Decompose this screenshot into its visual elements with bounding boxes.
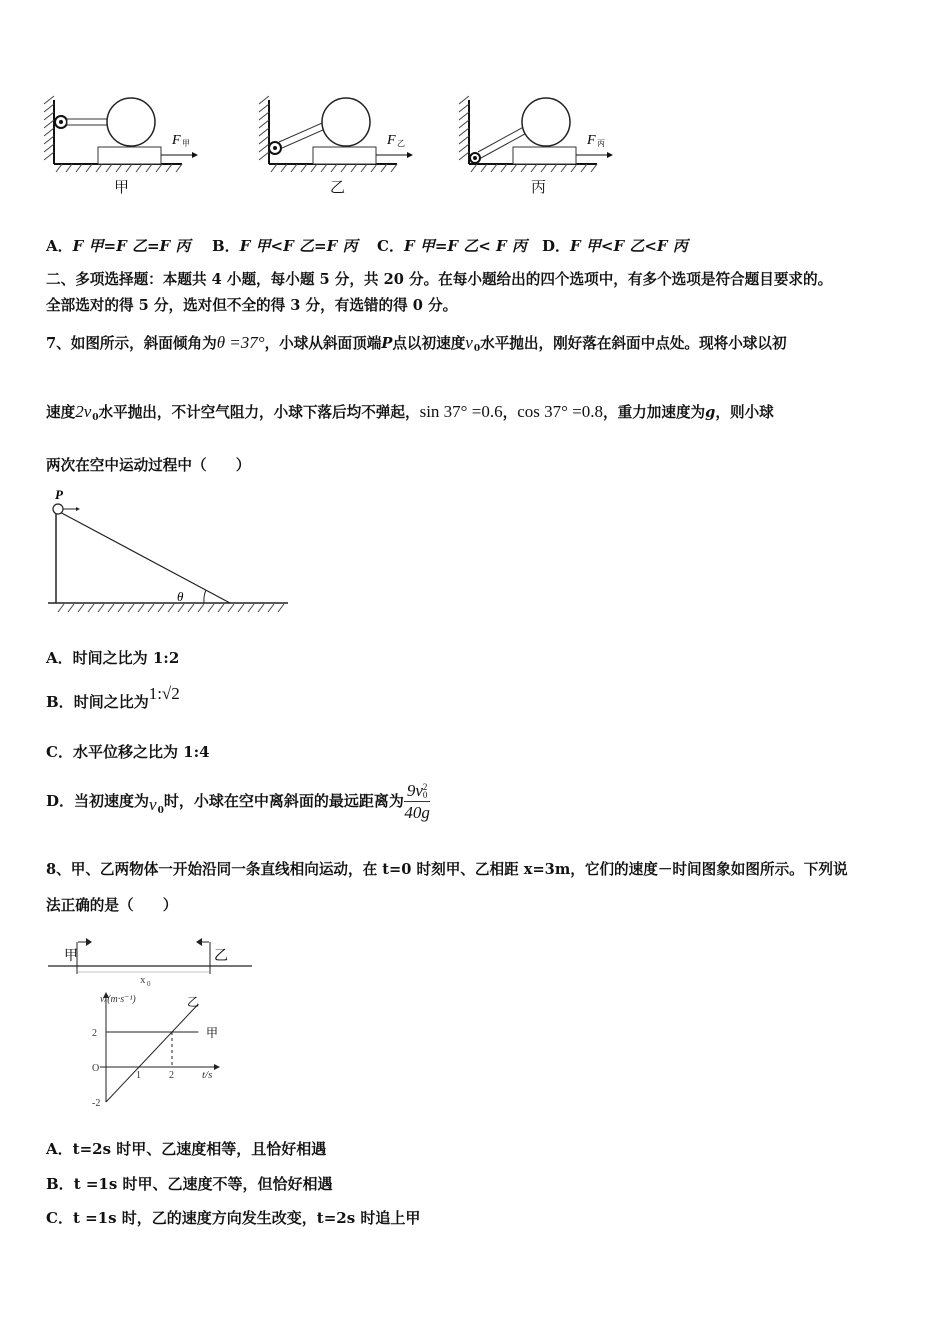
label-yi: 乙 [214, 949, 228, 964]
label-jia: 甲 [64, 949, 78, 964]
option-text: 当初速度为 [74, 792, 150, 810]
q8-option-a[interactable] [46, 1139, 326, 1159]
option-text: 时间之比为 [73, 693, 149, 711]
x-tick-label: 1 [136, 1070, 141, 1081]
option-letter: A． [46, 237, 73, 255]
series-label-jia: 甲 [206, 1026, 219, 1040]
option-text: 水平位移之比为 1:4 [72, 743, 210, 761]
svg-text:F: F [587, 133, 596, 148]
option-text: 时，小球在空中离斜面的最远距离为 [163, 792, 404, 810]
option-letter: D． [542, 237, 571, 255]
option-letter: B． [212, 237, 240, 255]
q6-option-c[interactable] [377, 236, 527, 256]
q8-option-b[interactable] [46, 1174, 333, 1194]
q8-option-c[interactable] [46, 1208, 420, 1228]
series-label-yi: 乙 [187, 995, 200, 1009]
option-math: 1:√2 [148, 684, 180, 703]
option-text: 时间之比为 1:2 [72, 649, 180, 667]
q7-line2: 速度$2v_0$水平抛出，不计空气阻力，小球下落后均不弹起，sin 37° =0.6，cos 37° =0.8，重力加速度为g，则小球 [46, 402, 774, 423]
option-text: F 甲=F 乙=F 丙 [72, 237, 191, 255]
y-tick-label: O [92, 1063, 100, 1074]
option-letter: C． [46, 743, 73, 761]
option-letter: C． [46, 1209, 73, 1227]
y-tick-label: -2 [92, 1098, 101, 1109]
figure-jia [44, 96, 198, 172]
series-line-yi [106, 1004, 198, 1102]
q7-option-c[interactable] [46, 742, 210, 762]
y-tick-label: 2 [92, 1028, 97, 1039]
option-text: F 甲<F 乙<F 丙 [570, 237, 688, 255]
svg-text:0: 0 [147, 980, 151, 988]
option-text: t=2s 时甲、乙速度相等，且恰好相遇 [72, 1140, 327, 1158]
option-text: t =1s 时甲、乙速度不等，但恰好相遇 [73, 1175, 333, 1193]
svg-text:F: F [172, 133, 181, 148]
q6-option-a[interactable] [46, 236, 190, 256]
q7-option-a[interactable] [46, 648, 179, 668]
section2-line2: 全部选对的得 5 分，选对但不全的得 3 分，有选错的得 0 分。 [46, 297, 458, 314]
theta-eq: θ =37° [216, 333, 265, 352]
option-letter: C． [377, 237, 404, 255]
section2-line1: 二、多项选择题：本题共 4 小题，每小题 5 分，共 20 分。在每小题给出的四个选项中，有多个选项是符合题目要求的。 [46, 271, 833, 288]
q7-line3: 两次在空中运动过程中（ ） [46, 457, 251, 474]
svg-text:P: P [55, 488, 63, 502]
option-text: F 甲<F 乙=F 丙 [239, 237, 358, 255]
svg-text:乙: 乙 [397, 139, 405, 148]
option-letter: B． [46, 693, 74, 711]
option-letter: A． [46, 1140, 73, 1158]
q8-figure [44, 930, 264, 1110]
q7-option-b[interactable] [46, 684, 180, 712]
option-letter: D． [46, 792, 75, 810]
q8-line1: 8、甲、乙两物体一开始沿同一条直线相向运动，在 t=0 时刻甲、乙相距 x=3m，它们的速度－时间图象如图所示。下列说 [46, 861, 848, 878]
vt-graph [92, 992, 220, 1109]
y-axis-label: v/(m·s⁻¹) [100, 994, 136, 1005]
x-axis-label: t/s [202, 1069, 213, 1081]
svg-text:θ: θ [177, 589, 184, 604]
figure-bing [459, 96, 613, 172]
figure-label-jia: 甲 [114, 178, 130, 196]
fraction-9v0sq-over-40g: 9v 2 0 40g [404, 780, 430, 822]
figure-label-yi: 乙 [330, 178, 346, 196]
option-letter: B． [46, 1175, 74, 1193]
svg-text:甲: 甲 [182, 139, 190, 148]
figure-yi [259, 96, 413, 172]
option-letter: A． [46, 649, 73, 667]
svg-text:丙: 丙 [597, 139, 605, 148]
q8-line2: 法正确的是（ ） [46, 897, 178, 914]
q6-option-d[interactable] [542, 236, 688, 256]
q7-option-d[interactable]: D．当初速度为$v_0$时，小球在空中离斜面的最远距离为 9v 2 0 40g [46, 780, 430, 822]
q7-incline-figure [44, 488, 294, 618]
svg-text:F: F [387, 133, 396, 148]
label-x0: x [140, 974, 146, 986]
q6-option-b[interactable] [212, 236, 357, 256]
figure-label-bing: 丙 [531, 178, 547, 196]
option-text: t =1s 时，乙的速度方向发生改变，t=2s 时追上甲 [72, 1209, 421, 1227]
x-tick-label: 2 [169, 1070, 174, 1081]
q7-line1: 7、如图所示，斜面倾角为θ =37°，小球从斜面顶端P点以初速度$v_0$水平抛出，刚好落在斜面中点处。现将小球以初 [46, 333, 787, 354]
option-text: F 甲=F 乙< F 丙 [403, 237, 527, 255]
